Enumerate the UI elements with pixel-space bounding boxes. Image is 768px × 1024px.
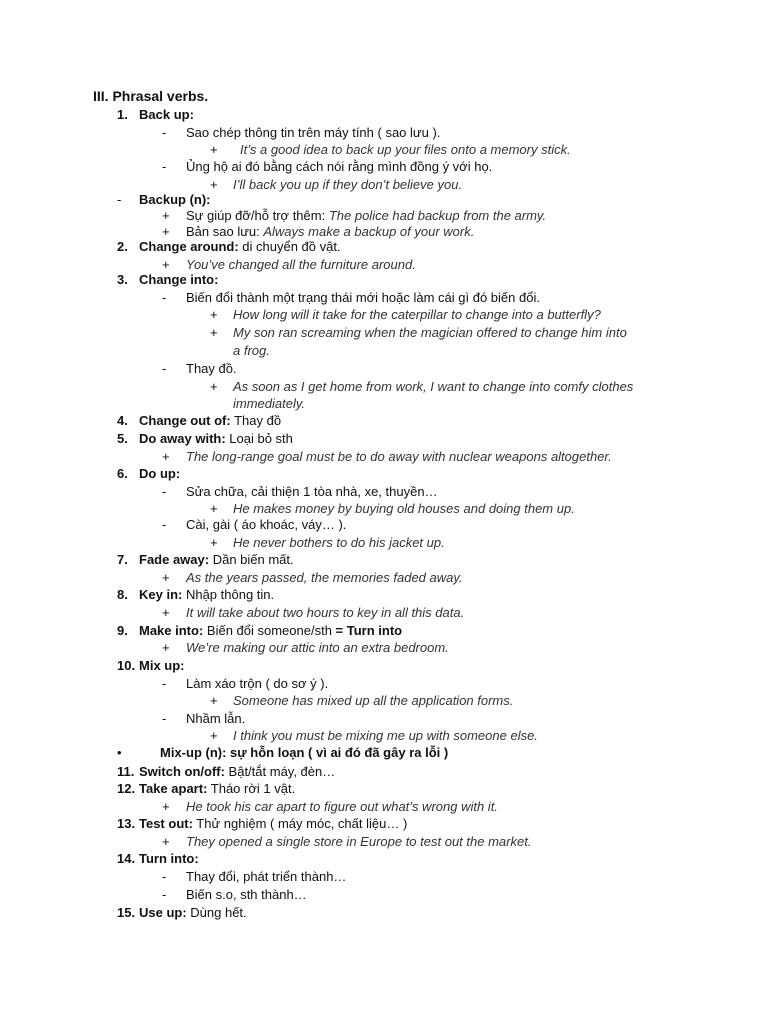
- verb-entry: [139, 412, 281, 429]
- dash-marker: -: [162, 517, 167, 532]
- item-number: 11.: [117, 764, 135, 779]
- verb-entry: [139, 657, 185, 674]
- plus-marker: +: [162, 799, 170, 814]
- verb-heading: Use up:: [139, 905, 187, 920]
- meaning-text: di chuyển đồ vật.: [238, 239, 341, 254]
- example-text: It will take about two hours to key in all this data.: [186, 605, 465, 620]
- item-number: 8.: [117, 587, 128, 602]
- meaning-text: Nhập thông tin.: [182, 587, 275, 602]
- verb-entry: [139, 815, 407, 832]
- item-number: 7.: [117, 552, 128, 567]
- item-number: 4.: [117, 413, 128, 428]
- meaning-text: Sao chép thông tin trên máy tính ( sao lưu ).: [186, 125, 441, 140]
- plus-marker: +: [210, 501, 218, 516]
- example-text: I’ll back you up if they don’t believe you.: [233, 177, 463, 192]
- verb-heading: Do away with:: [139, 431, 226, 446]
- plus-marker: +: [162, 834, 170, 849]
- verb-heading: Backup (n):: [139, 192, 211, 207]
- verb-entry: [139, 904, 247, 921]
- item-number: 2.: [117, 239, 128, 254]
- meaning-text: Sửa chữa, cải thiện 1 tòa nhà, xe, thuyền…: [186, 484, 438, 499]
- verb-heading: Make into:: [139, 623, 204, 638]
- plus-marker: +: [162, 570, 170, 585]
- verb-heading: Change into:: [139, 272, 219, 287]
- verb-entry: [139, 106, 194, 123]
- plus-marker: +: [210, 177, 218, 192]
- meaning-line: [186, 207, 546, 224]
- example-text: You’ve changed all the furniture around.: [186, 257, 416, 272]
- meaning-text: Bản sao lưu:: [186, 224, 264, 239]
- plus-marker: +: [162, 640, 170, 655]
- example-text-continued: immediately.: [233, 396, 306, 411]
- plus-marker: +: [162, 257, 170, 272]
- bullet-marker: •: [117, 745, 122, 760]
- verb-heading: Change out of:: [139, 413, 231, 428]
- section-title: III. Phrasal verbs.: [93, 88, 209, 104]
- meaning-text: Biến s.o, sth thành…: [186, 887, 307, 902]
- meaning-text: Ủng hộ ai đó bằng cách nói rằng mình đồng ý với họ.: [186, 159, 493, 174]
- verb-heading: Take apart:: [139, 781, 208, 796]
- meaning-text: Biến đổi someone/sth: [203, 623, 336, 638]
- example-text: It’s a good idea to back up your files onto a memory stick.: [240, 142, 571, 157]
- plus-marker: +: [210, 535, 218, 550]
- example-text-continued: a frog.: [233, 343, 270, 358]
- example-text: He took his car apart to figure out what’s wrong with it.: [186, 799, 498, 814]
- item-number: 3.: [117, 272, 128, 287]
- plus-marker: +: [210, 379, 218, 394]
- meaning-text: Sự giúp đỡ/hỗ trợ thêm:: [186, 208, 329, 223]
- example-text: We’re making our attic into an extra bedroom.: [186, 640, 449, 655]
- verb-entry: [139, 271, 218, 288]
- verb-heading: Do up:: [139, 466, 181, 481]
- meaning-text: Tháo rời 1 vật.: [207, 781, 296, 796]
- meaning-text: Thay đồ.: [186, 361, 237, 376]
- dash-marker: -: [162, 159, 167, 174]
- item-number: 1.: [117, 107, 128, 122]
- verb-entry: [139, 622, 402, 639]
- synonym-text: = Turn into: [335, 623, 403, 638]
- example-text: My son ran screaming when the magician offered to change him into: [233, 325, 627, 340]
- plus-marker: +: [162, 605, 170, 620]
- meaning-text: Thử nghiệm ( máy móc, chất liệu… ): [192, 816, 408, 831]
- example-text: Always make a backup of your work.: [263, 224, 475, 239]
- example-text: As the years passed, the memories faded away.: [186, 570, 463, 585]
- item-number: 6.: [117, 466, 128, 481]
- dash-marker: -: [162, 361, 167, 376]
- plus-marker: +: [210, 728, 218, 743]
- meaning-text: Làm xáo trộn ( do sơ ý ).: [186, 676, 329, 691]
- verb-heading: Key in:: [139, 587, 183, 602]
- verb-heading: Turn into:: [139, 851, 199, 866]
- meaning-text: Thay đổi, phát triển thành…: [186, 869, 347, 884]
- dash-marker: -: [162, 887, 167, 902]
- verb-entry: [139, 465, 180, 482]
- verb-heading: Switch on/off:: [139, 764, 225, 779]
- item-number: 12.: [117, 781, 136, 796]
- example-text: I think you must be mixing me up with someone else.: [233, 728, 538, 743]
- item-number: 14.: [117, 851, 136, 866]
- example-text: They opened a single store in Europe to test out the market.: [186, 834, 532, 849]
- verb-heading: Test out:: [139, 816, 193, 831]
- plus-marker: +: [162, 224, 170, 239]
- plus-marker: +: [210, 693, 218, 708]
- item-number: 15.: [117, 905, 136, 920]
- verb-heading: Mix-up (n): sự hỗn loạn ( vì ai đó đã gây ra lỗi ): [160, 745, 449, 760]
- dash-marker: -: [162, 676, 167, 691]
- plus-marker: +: [210, 307, 218, 322]
- verb-heading: Mix up:: [139, 658, 185, 673]
- example-text: He never bothers to do his jacket up.: [233, 535, 445, 550]
- verb-entry: [139, 586, 274, 603]
- meaning-text: Dùng hết.: [186, 905, 247, 920]
- dash-marker: -: [162, 290, 167, 305]
- item-number: 10.: [117, 658, 136, 673]
- item-number: 13.: [117, 816, 136, 831]
- meaning-text: Thay đồ: [230, 413, 282, 428]
- dash-marker: -: [162, 484, 167, 499]
- verb-entry: [139, 551, 294, 568]
- item-number: 9.: [117, 623, 128, 638]
- verb-entry: [139, 780, 295, 797]
- item-number: 5.: [117, 431, 128, 446]
- meaning-text: Cài, gài ( áo khoác, váy… ).: [186, 517, 347, 532]
- example-text: The long-range goal must be to do away with nuclear weapons altogether.: [186, 449, 612, 464]
- meaning-text: Loại bỏ sth: [225, 431, 293, 446]
- plus-marker: +: [162, 208, 170, 223]
- dash-marker: -: [162, 869, 167, 884]
- verb-entry: [139, 238, 341, 255]
- verb-entry: [139, 763, 335, 780]
- verb-entry: [139, 850, 199, 867]
- plus-marker: +: [210, 325, 218, 340]
- meaning-text: Biến đổi thành một trạng thái mới hoặc làm cái gì đó biến đổi.: [186, 290, 540, 305]
- verb-heading: Back up:: [139, 107, 194, 122]
- verb-heading: Fade away:: [139, 552, 210, 567]
- example-text: Someone has mixed up all the application forms.: [233, 693, 514, 708]
- dash-marker: -: [117, 192, 122, 207]
- meaning-text: Bật/tắt máy, đèn…: [224, 764, 336, 779]
- example-text: The police had backup from the army.: [328, 208, 547, 223]
- dash-marker: -: [162, 125, 167, 140]
- plus-marker: +: [162, 449, 170, 464]
- example-text: How long will it take for the caterpillar to change into a butterfly?: [233, 307, 601, 322]
- plus-marker: +: [210, 142, 218, 157]
- verb-entry: [139, 191, 211, 208]
- meaning-text: Dần biến mất.: [209, 552, 294, 567]
- verb-heading: Change around:: [139, 239, 239, 254]
- example-text: He makes money by buying old houses and doing them up.: [233, 501, 575, 516]
- dash-marker: -: [162, 711, 167, 726]
- example-text: As soon as I get home from work, I want to change into comfy clothes: [233, 379, 634, 394]
- meaning-text: Nhầm lẫn.: [186, 711, 246, 726]
- verb-entry: [139, 430, 293, 447]
